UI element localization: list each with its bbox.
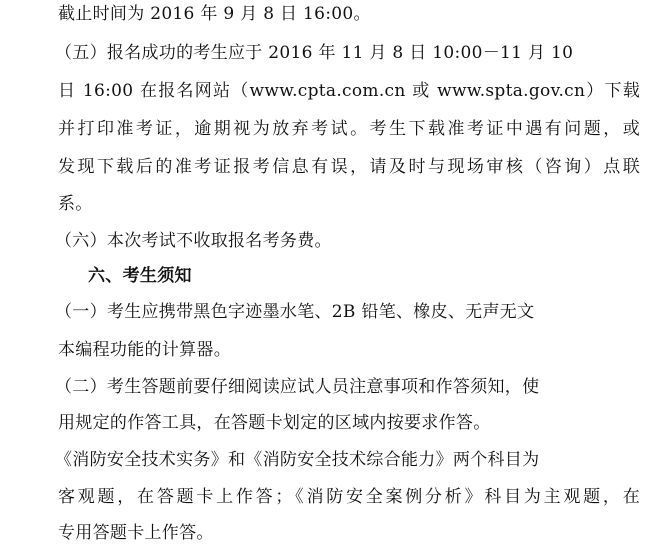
text-line: 截止时间为 2016 年 9 月 8 日 16:00。 bbox=[58, 4, 371, 24]
paragraph-5-line-4: 发现下载后的准考证报考信息有误，请及时与现场审核（咨询）点联 bbox=[58, 157, 640, 177]
item-2-line-2: 用规定的作答工具，在答题卡划定的区域内按要求作答。 bbox=[58, 413, 491, 433]
paragraph-6: （六）本次考试不收取报名考务费。 bbox=[55, 231, 332, 251]
paragraph-5-line-3: 并打印准考证，逾期视为放弃考试。考生下载准考证中遇有问题，或 bbox=[58, 119, 640, 139]
item-1-line-1: （一）考生应携带黑色字迹墨水笔、2B 铅笔、橡皮、无声无文 bbox=[55, 302, 535, 322]
item-2-line-1: （二）考生答题前要仔细阅读应试人员注意事项和作答须知，使 bbox=[55, 377, 540, 397]
section-heading: 六、考生须知 bbox=[88, 266, 192, 286]
subjects-line-1: 《消防安全技术实务》和《消防安全技术综合能力》两个科目为 bbox=[55, 450, 540, 470]
paragraph-5-line-5: 系。 bbox=[58, 194, 93, 214]
paragraph-5-line-2: 日 16:00 在报名网站（www.cpta.com.cn 或 www.spta.gov.cn）下载 bbox=[58, 81, 640, 101]
subjects-line-3: 专用答题卡上作答。 bbox=[58, 523, 214, 543]
item-1-line-2: 本编程功能的计算器。 bbox=[58, 340, 231, 360]
subjects-line-2: 客观题，在答题卡上作答；《消防安全案例分析》科目为主观题，在 bbox=[58, 487, 640, 507]
paragraph-5-line-1: （五）报名成功的考生应于 2016 年 11 月 8 日 10:00－11 月 10 bbox=[55, 43, 574, 63]
